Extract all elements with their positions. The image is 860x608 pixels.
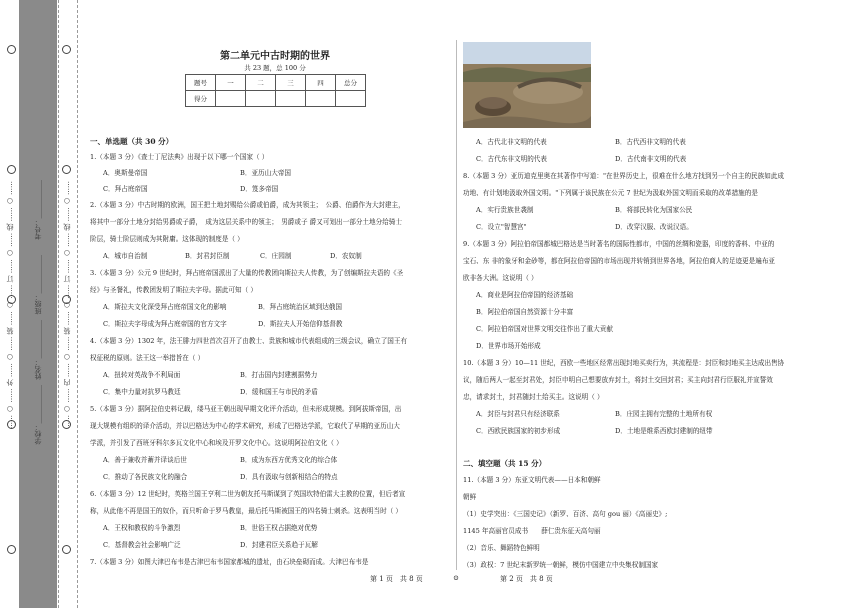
answer-option[interactable]: B．亚历山大帝国 — [240, 169, 292, 177]
question-text: 欧非各大洲。这说明（ ） — [463, 274, 538, 282]
answer-option[interactable]: B．世俗王权占据绝对优势 — [240, 524, 318, 532]
page-number-right: 第 2 页 共 8 页 — [500, 575, 553, 583]
dashed-binding-line — [77, 0, 78, 608]
page-title: 第二单元中古时期的世界 — [220, 51, 330, 62]
question-text: 10.（本题 3 分）10—11 世纪，西欧一些地区经常出现封地买卖行为，其流程是：封臣和封地买主达成出售协 — [463, 359, 785, 367]
dashed-binding-line — [58, 0, 59, 608]
answer-option[interactable]: B．成为东西方优秀文化的综合体 — [240, 456, 338, 464]
answer-option[interactable]: C．西欧民族国家的初步形成 — [476, 427, 561, 435]
class-field[interactable]: 班级：___________ — [34, 255, 42, 315]
question-text: 3.（本题 3 分）公元 9 世纪时，拜占庭帝国派出了大量的传教团向斯拉夫人传教，为了创编斯拉夫语的《圣 — [90, 269, 404, 277]
question-text: （1）史学突出：《三国史记》（新罗、百济、高句 gou 丽）《高丽史》; — [463, 510, 668, 518]
score-cell[interactable] — [306, 91, 336, 107]
score-header-cell: 四 — [306, 75, 336, 91]
column-divider — [456, 40, 457, 570]
question-text: 阶层，骑士阶层则成为其附庸。这体现的制度是（ ） — [90, 235, 244, 243]
question-text: 现大规模有组织的译介活动，并以巴格达为中心的学术研究，形成了巴格达学派，它取代了早期的亚历山大 — [90, 422, 400, 430]
question-text: （2）音乐、舞蹈特色鲜明 — [463, 544, 540, 552]
question-text: 11.（本题 3 分）东亚文明代表——日本和朝鲜 — [463, 476, 601, 484]
section-heading-single-choice: 一、单选题（共 30 分） — [90, 137, 174, 146]
exam-number-field[interactable]: 考号：___________ — [34, 180, 42, 240]
center-hole-icon: ⊙ — [453, 574, 459, 582]
question-text: 权征税的原则。法王这一举措旨在（ ） — [90, 354, 205, 362]
score-header-cell: 总分 — [336, 75, 366, 91]
question-text: 称，从此他不再是国王的奴仆，而只听命于罗马教皇，最后托马斯被国王的四名骑士刺杀。这表明当时（ ） — [90, 507, 403, 515]
answer-option[interactable]: B．拜占庭统治区域到达俄国 — [258, 303, 342, 311]
question-text: 2.（本题 3 分）中古时期的欧洲，国王把土地封赐给公爵或伯爵，成为其领主； 公爵、伯爵作为大封建主， — [90, 201, 405, 209]
answer-option[interactable]: B．打击国内封建割据势力 — [240, 371, 318, 379]
question-text: 经》与圣餐礼，传教团发明了斯拉夫字母。据此可知（ ） — [90, 286, 257, 294]
outer-binding-label: …… ○ …… 外 …… ○ …… 装 …… ○ …… 订 …… ○ …… 线 …… ○ …… — [6, 180, 14, 430]
page-subtitle: 共 23 题，总 100 分 — [244, 64, 306, 72]
binding-hole-icon — [7, 545, 16, 554]
score-header-cell: 二 — [246, 75, 276, 91]
answer-option[interactable]: D．缓和国王与市民的矛盾 — [240, 388, 318, 396]
inner-binding-label: …… ○ …… 内 …… ○ …… 装 …… ○ …… 订 …… ○ …… 线 …… ○ …… — [63, 180, 71, 430]
answer-option[interactable]: D．农奴制 — [330, 252, 362, 260]
question-text: 1.（本题 3 分）《查士丁尼法典》出现于以下哪一个国家（ ） — [90, 153, 269, 161]
question-text: （3）政权：7 世纪末新罗统一朝鲜，模仿中国建立中央集权制国家 — [463, 561, 659, 569]
binding-hole-icon — [7, 45, 16, 54]
answer-option[interactable]: D．封建君臣关系趋于瓦解 — [240, 541, 318, 549]
answer-option[interactable]: D．笈多帝国 — [240, 185, 279, 193]
question-text: 议，随后两人一起至封君处，封臣申明自己想要放弃封土，将封土交回封君；买主向封君行臣服礼并宣誓效 — [463, 376, 773, 384]
section-heading-fill-in: 二、填空题（共 15 分） — [463, 459, 547, 468]
answer-option[interactable]: C．基督教会社会影响广泛 — [103, 541, 181, 549]
great-zimbabwe-photo — [463, 42, 591, 128]
answer-option[interactable]: C．推动了各民族文化的融合 — [103, 473, 188, 481]
binding-hole-icon — [62, 545, 71, 554]
question-text: 8.（本题 3 分）亚历迪克里奥在其著作中写道："在世界历史上，很难在什么地方找到另一个自主的民族如此成 — [463, 172, 785, 180]
answer-option[interactable]: A．古代北非文明的代表 — [476, 138, 547, 146]
name-field[interactable]: 姓名：___________ — [34, 320, 42, 380]
question-text: 1145 年高丽官员成书 薛仁贵东征天高句丽 — [463, 527, 601, 535]
score-cell[interactable] — [246, 91, 276, 107]
answer-option[interactable]: A．善于兼收并蓄并译谈后世 — [103, 456, 187, 464]
answer-option[interactable]: D．具有汲取与创新相结合的特点 — [240, 473, 338, 481]
answer-option[interactable]: A．城市自治制 — [103, 252, 148, 260]
question-text: 朝鲜 — [463, 493, 477, 501]
answer-option[interactable]: A．扭转对英战争不利局面 — [103, 371, 181, 379]
score-table — [185, 74, 366, 107]
question-text: 学派，并引发了西班牙科尔多瓦文化中心和埃及开罗文化中心。这说明阿拉伯文化（ ） — [90, 439, 343, 447]
answer-option[interactable]: A．实行贵族世袭制 — [476, 206, 534, 214]
page-number-left: 第 1 页 共 8 页 — [370, 575, 423, 583]
score-cell[interactable] — [276, 91, 306, 107]
answer-option[interactable]: A．奥斯曼帝国 — [103, 169, 148, 177]
answer-option[interactable]: A．斯拉夫文化深受拜占庭帝国文化的影响 — [103, 303, 227, 311]
answer-option[interactable]: D．古代南非文明的代表 — [615, 155, 687, 163]
answer-option[interactable]: B．封君封臣制 — [185, 252, 230, 260]
answer-option[interactable]: B．阿拉伯帝国自然资源十分丰富 — [476, 308, 574, 316]
answer-option[interactable]: A．封臣与封君只有经济联系 — [476, 410, 560, 418]
question-text: 7.（本题 3 分）如图大津巴布韦是古津巴布韦国家都城的遗址，由石块垒砌而成。大津巴布韦是 — [90, 558, 369, 566]
answer-option[interactable]: C．庄园制 — [260, 252, 292, 260]
score-header-cell: 题号 — [186, 75, 216, 91]
question-text: 宝石、东 非的象牙和金砂等，都在阿拉伯帝国的市场出现并转销到世界各地，阿拉伯商人的足迹更是遍布亚 — [463, 257, 776, 265]
answer-option[interactable]: A．商业是阿拉伯帝国的经济基础 — [476, 291, 574, 299]
answer-option[interactable]: C．斯拉夫字母成为拜占庭帝国的官方文字 — [103, 320, 227, 328]
answer-option[interactable]: D．世界市场开始形成 — [476, 342, 541, 350]
question-text: 功地、有计划地汲取外国文明。"下列属于该民族在公元 7 世纪为汲取外国文明而采取的改革措施的是 — [463, 189, 758, 197]
answer-option[interactable]: C．集中力量对抗罗马教廷 — [103, 388, 181, 396]
answer-option[interactable]: B．将部民转化为国家公民 — [615, 206, 693, 214]
answer-option[interactable]: D．土地是维系西欧封建制的纽带 — [615, 427, 713, 435]
question-text: 4.（本题 3 分）1302 年，法王腓力四世首次召开了由教士、贵族和城市代表组成的三级会议，确立了国王有 — [90, 337, 408, 345]
answer-option[interactable]: C．阿拉伯帝国对世界文明交往作出了重大贡献 — [476, 325, 613, 333]
score-header-cell: 三 — [276, 75, 306, 91]
answer-option[interactable]: A．王权和教权的斗争激烈 — [103, 524, 181, 532]
score-cell[interactable] — [216, 91, 246, 107]
answer-option[interactable]: B．古代西非文明的代表 — [615, 138, 686, 146]
score-cell[interactable] — [336, 91, 366, 107]
answer-option[interactable]: C．古代东非文明的代表 — [476, 155, 547, 163]
question-text: 6.（本题 3 分）12 世纪时，英格兰国王亨利二世为朝友托马斯谋到了英国坎特伯雷大主教的位置，但后者宣 — [90, 490, 406, 498]
question-text: 将其中一部分土地分封给男爵或子爵， 成为这层关系中的领主； 男爵或子 爵又可划出一部分土地分给骑士 — [90, 218, 402, 226]
answer-option[interactable]: C．拜占庭帝国 — [103, 185, 148, 193]
binding-hole-icon — [62, 45, 71, 54]
question-text: 5.（本题 3 分）据阿拉伯史料记载，缕马亚王朝出现早期文化评介活动，但未形成规模。到阿拔斯帝国，出 — [90, 405, 402, 413]
answer-option[interactable]: C．设立"智慧宫" — [476, 223, 527, 231]
answer-option[interactable]: D．改穿汉服、改说汉语。 — [615, 223, 693, 231]
answer-option[interactable]: B．庄园主拥有完整的土地所有权 — [615, 410, 713, 418]
score-header-cell: 一 — [216, 75, 246, 91]
score-row-label: 得分 — [186, 91, 216, 107]
question-text: 忠，请求封土，封君随封土给买主。这说明（ ） — [463, 393, 604, 401]
school-field[interactable]: 学校：___________ — [34, 385, 42, 445]
question-text: 9.（本题 3 分）阿拉伯帝国都城巴格达是当时著名的国际性都市，中国的丝绸和瓷器，印度的香料、中亚的 — [463, 240, 775, 248]
answer-option[interactable]: D．斯拉夫人开始信仰基督教 — [258, 320, 343, 328]
